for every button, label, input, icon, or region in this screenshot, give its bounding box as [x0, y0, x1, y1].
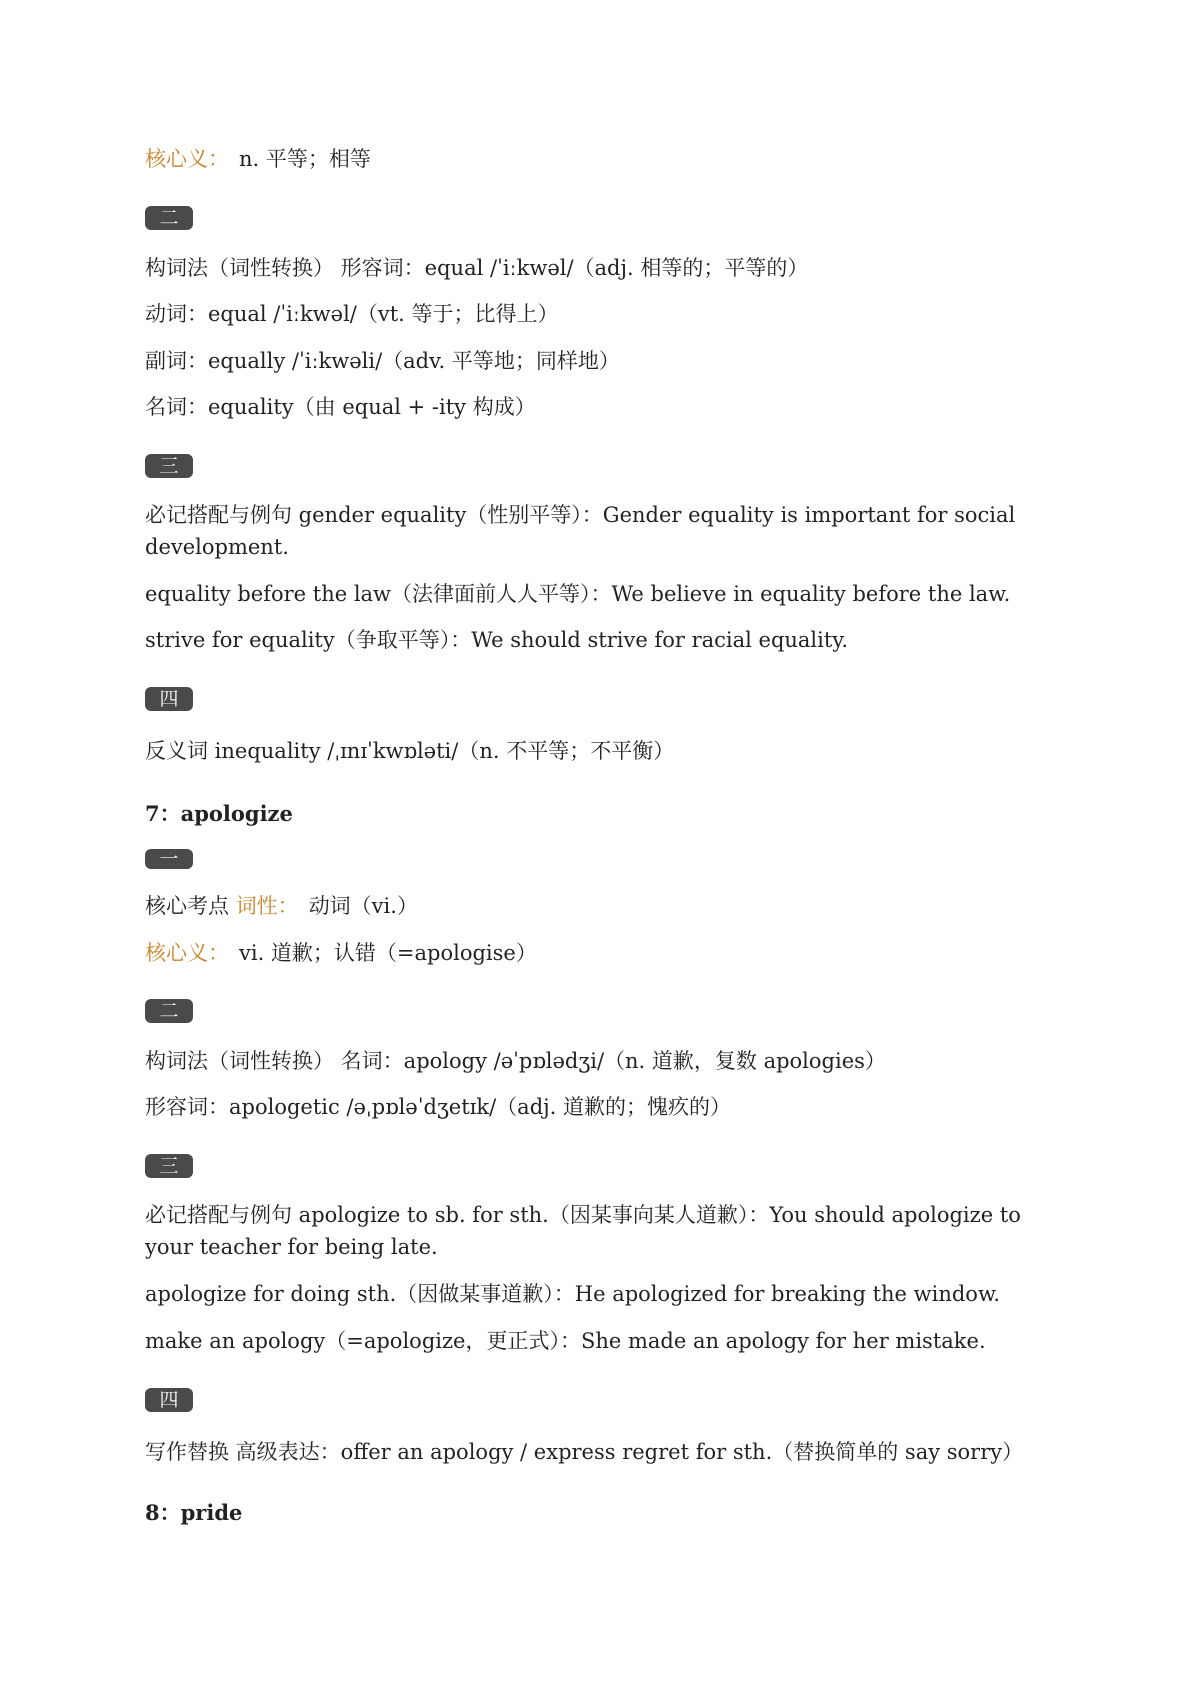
collocation-line: 必记搭配与例句 gender equality（性别平等）：Gender equality is important for social development.: [145, 503, 1016, 559]
word-formation-line: 副词：equally /ˈiːkwəli/（adv. 平等地；同样地）: [145, 349, 620, 373]
word-formation-line: 动词：equal /ˈiːkwəl/（vt. 等于；比得上）: [145, 302, 559, 326]
core-point-text: 动词（vi.）: [308, 894, 418, 918]
core-point-line: [145, 890, 1045, 922]
word-formation-line: 形容词：apologetic /əˌpɒləˈdʒetɪk/（adj. 道歉的；愧疚的）: [145, 1095, 732, 1119]
section-tag-four: 四: [145, 687, 193, 711]
core-point-label: 词性：: [235, 894, 299, 918]
word-formation-line: 构词法（词性转换） 名词：apology /əˈpɒlədʒi/（n. 道歉，复数 apologies）: [145, 1049, 886, 1073]
core-point-prefix: 核心考点: [145, 894, 236, 918]
core-meaning-line: [145, 937, 1045, 969]
core-meaning-label: 核心义：: [145, 941, 229, 965]
section-tag-four: 四: [145, 1388, 193, 1412]
section-tag-two: 二: [145, 999, 193, 1023]
core-meaning-label: 核心义：: [145, 147, 229, 171]
section-tag-two: 二: [145, 206, 193, 230]
section-tag-three: 三: [145, 454, 193, 478]
collocation-line: make an apology（=apologize，更正式）：She made an apology for her mistake.: [145, 1329, 986, 1353]
entry-heading: 7：apologize: [145, 801, 293, 826]
entry-heading: 8：pride: [145, 1500, 243, 1525]
core-meaning-line: [145, 143, 1045, 175]
core-meaning-text: vi. 道歉；认错（=apologise）: [239, 941, 537, 965]
collocation-line: strive for equality（争取平等）：We should strive for racial equality.: [145, 628, 849, 652]
word-formation-line: 名词：equality（由 equal + -ity 构成）: [145, 395, 536, 419]
antonym-line: 反义词 inequality /ˌɪnɪˈkwɒləti/（n. 不平等；不平衡）: [145, 739, 675, 763]
word-formation-line: 构词法（词性转换） 形容词：equal /ˈiːkwəl/（adj. 相等的；平等的）: [145, 256, 809, 280]
collocation-line: apologize for doing sth.（因做某事道歉）：He apologized for breaking the window.: [145, 1282, 1001, 1306]
collocation-line: equality before the law（法律面前人人平等）：We believe in equality before the law.: [145, 582, 1011, 606]
section-tag-three: 三: [145, 1154, 193, 1178]
collocation-line: 必记搭配与例句 apologize to sb. for sth.（因某事向某人道歉）：You should apologize to your teacher for being late.: [145, 1203, 1021, 1259]
writing-line: 写作替换 高级表达：offer an apology / express regret for sth.（替换简单的 say sorry）: [145, 1440, 1024, 1464]
section-tag-one: 一: [145, 849, 193, 869]
core-meaning-text: n. 平等；相等: [239, 147, 371, 171]
